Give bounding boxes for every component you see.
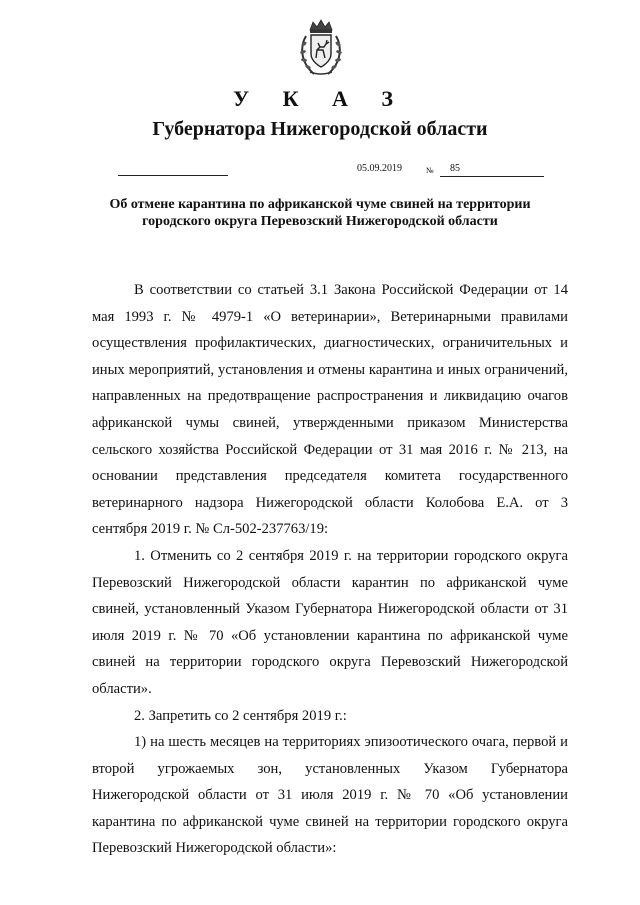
number-underline: [440, 176, 544, 177]
decree-body: [92, 277, 568, 862]
date-left-underline: [118, 175, 228, 176]
number-sign: №: [426, 166, 434, 175]
document-heading: Об отмене карантина по африканской чуме свиней на территории городского округа Перевозский Нижегородской области: [109, 197, 531, 229]
decree-title: У К А З: [232, 86, 408, 111]
clause-1-paragraph: 1. Отменить со 2 сентября 2019 г. на территории городского округа Перевозский Нижегородской области карантин по африканской чуме свиней, установленный Указом Губернатора Нижегородской области от 31 июля 2019 г. № 70 «Об установлении карантина по африканской чуме свиней на территории городского округа Перевозский Нижегородской области».: [92, 547, 568, 697]
decree-date: 05.09.2019: [357, 163, 402, 174]
coat-of-arms-emblem: [296, 18, 346, 78]
preamble-paragraph: В соответствии со статьей 3.1 Закона Российской Федерации от 14 мая 1993 г. № 4979-1 «О ветеринарии», Ветеринарными правилами осуществления профилактических, диагностических, ограничительных и иных мероприятий, установления и отмены карантина и иных ограничений, направленных на предотвращение распространения и ликвидацию очагов африканской чумы свиней, утвержденными приказом Министерства сельского хозяйства Российской Федерации от 31 мая 2016 г. № 213, на основании представления председателя комитета государственного ветеринарного надзора Нижегородской области Колобова Е.А. от 3 сентября 2019 г. № Сл-502-237763/19:: [92, 282, 568, 538]
decree-issuer: Губернатора Нижегородской области: [152, 118, 488, 140]
clause-2-paragraph: 2. Запретить со 2 сентября 2019 г.:: [134, 707, 347, 724]
decree-number: 85: [450, 163, 460, 174]
clause-2-1-paragraph: 1) на шесть месяцев на территориях эпизоотического очага, первой и второй угрожаемых зон, установленных Указом Губернатора Нижегородской области от 31 июля 2019 г. № 70 «Об установлении карантина по африканской чуме свиней на территории городского округа Перевозский Нижегородской области»:: [92, 734, 568, 857]
